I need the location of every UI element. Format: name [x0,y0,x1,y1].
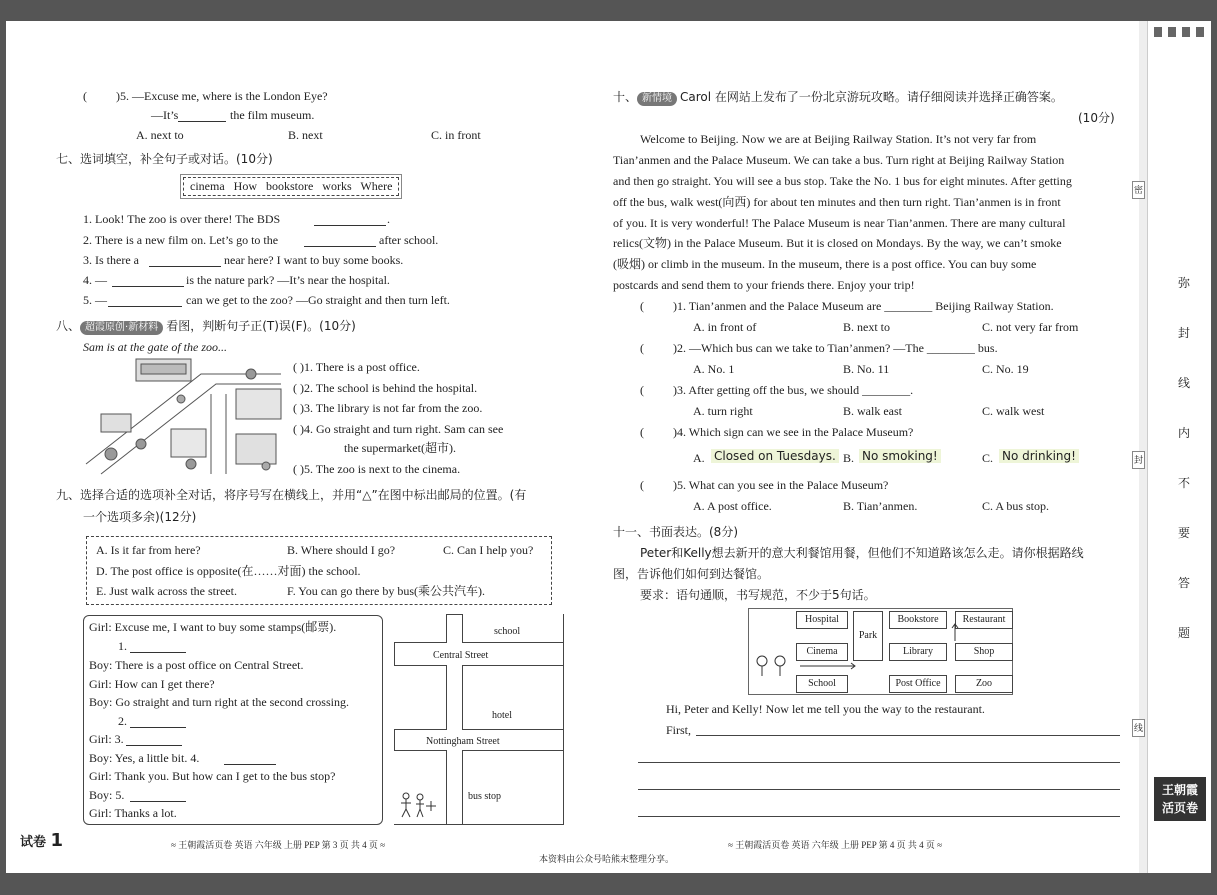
r-q1: )1. Tian’anmen and the Palace Museum are ________ Beijing Railway Station. [673,299,1054,313]
s7-item1-a: 1. Look! The zoo is over there! The BDS [83,212,281,226]
s7-item5-b: can we get to the zoo? —Go straight and then turn left. [186,293,450,307]
r-q2-b[interactable]: B. No. 11 [843,362,890,376]
s7-item5-blank[interactable] [108,292,182,307]
r-q2-c[interactable]: C. No. 19 [982,362,1029,376]
section8-intro: Sam is at the gate of the zoo... [83,340,227,354]
passage-line3: and then go straight. You will see a bus stop. Take the No. 1 bus for eight minutes. After getting [613,174,1072,188]
q5-line2a: —It’s [151,108,179,122]
q5-line2b: the film museum. [230,108,315,122]
map-block [394,614,447,643]
s9-option-b: B. Where should I go? [287,543,396,557]
writing-line[interactable] [638,762,1120,763]
s7-item4-b: is the nature park? —It’s near the hospital. [186,273,390,287]
dialog-blank1[interactable] [130,638,186,653]
writing-line[interactable] [696,735,1120,736]
map-block [394,665,447,730]
map-library: Library [889,643,947,661]
writing-line[interactable] [638,789,1120,790]
q5-option-b[interactable]: B. next [288,128,323,142]
dialog-blank4[interactable] [224,750,276,765]
s9-option-d: D. The post office is opposite(在……对面) the school. [96,564,361,578]
section8-badge: 超霞原创·新材料 [80,321,163,335]
paper-label: 试卷 1 [20,830,64,851]
seal-mark-1: 密 [1132,181,1145,199]
writing-first: First, [666,723,692,737]
binding-strip [1139,21,1148,873]
dialog-line10: Girl: Thanks a lot. [89,806,177,820]
map-shop: Shop [955,643,1013,661]
passage-line5: of you. It is very wonderful! The Palace Museum is near Tian’anmen. There are many cultural [613,216,1066,230]
map-nottingham-street: Nottingham Street [426,736,500,747]
passage-line2: Tian’anmen and the Palace Museum. We can take a bus. Turn right at Beijing Railway Station [613,153,1065,167]
side-char: 弥 [1178,276,1191,290]
map-post-office: Post Office [889,675,947,693]
dialog-line6: Girl: 3. [89,732,124,746]
dialog-line9: Boy: 5. [89,788,125,802]
s7-item5-a: 5. — [83,293,107,307]
exam-page: ( )5. —Excuse me, where is the London Eye? —It’s the film museum. A. next to B. next C. in front 七、选词填空，补全句子或对话。(10分) cinema How bookstore works Where 1. Look! The zoo is over there! The BDS . 2. There is a new film on. Let’s go to the after school. 3. Is there a near here? I want to buy some books. 4. — is the nature park? —It’s near the hospital. 5. — can we get to the zoo? —Go straight and then turn left. 八、 超霞原创·新材料 看图，判断句子正(T)误(F)。(10分) Sam is at the gate of the zoo... ( )1. There is a post office. ( )2. The school is behind the hospital. ( )3. The library is not far from the zoo. ( )4. Go straight and turn right. Sam can see the supermarket(超市). ( )5. The zoo is next to the cinema. 九、选择合适的选项补全对话，将序号写在横线上，并用“△”在图中标出邮局的位置。(有 一个选项多余)(12分) A. Is it far from here? B. Where should I go? C. Can I help you? D. The post office is opposite(在……对面) the school. E. Just walk across the street. F. You can go there by bus(乘公共汽车). Girl: Excuse me, I want to buy some stamps(邮票). 1. Boy: There is a post office on Central Street. Girl: How can I get there? Boy: Go straight and turn right at the second crossing. 2. Girl: 3. Boy: Yes, a little bit. 4. Girl: Thank you. But how can I get to the bus stop? Boy: 5. Girl: Thanks a lot. school Central Street hotel Nottingham Street bus stop 试卷 1 ≈ 王朝霞活页卷 英语 六年级 上册 PEP 第 3 页 共 4 页 ≈ 十、 新情境 Carol 在网站上发布了一份北京游玩攻略。请仔细阅读并选择正确答案。 (10分) Welcome to Beijing. Now we are at Beijing Railway Station. It’s not very far from Tian’anmen and the Palace Museum. We can take a bus. Turn right at Beijing Railway Station and then go straight. You will see a bus stop. Take the No. 1 bus for eight minutes. After getting off the bus, walk west(向西) for about ten minutes and then turn right. Tian’anmen is in front of you. It is very wonderful! The Palace Museum is near Tian’anmen. There are many cultural relics(文物) in the Palace Museum. But it is closed on Mondays. By the way, we can’t smoke (吸烟) or climb in the museum. In the museum, there is a post office. You can buy some postcards and send them to your friends there. Enjoy your trip! ( )1. Tian’anmen and the Palace Museum are ________ Beijing Railway Station. A. in front of B. next to C. not very far from ( )2. —Which bus can we take to Tian’anmen? —The ________ bus. A. No. 1 B. No. 11 C. No. 19 ( )3. After getting off the bus, we should ________. A. turn right B. walk east C. walk west ( )4. Which sign can we see in the Palace Museum? A. Closed on Tuesdays. B. No smoking! C. No drinking! ( )5. What can you see in the Palace Museum? A. A post office. B. Tian’anmen. C. A bus stop. 十一、书面表达。(8分) Peter和Kelly想去新开的意大利餐馆用餐，但他们不知道路该怎么走。请你根据路线 图，告诉他们如何到达餐馆。 要求：语句通顺，书写规范，不少于5句话。 Hospital Cinema School Park Bookstore Restaurant Library Shop Post Office Zoo Hi, Peter and Kelly! Now let me tell you the way to the restaurant. First, ≈ 王朝霞活页卷 英语 六年级 上册 PEP 第 4 页 共 4 页 ≈ 本资料由公众号哈熊末整理分享。 弥 封 线 内 不 要 答 题 密 封 线 王朝霞 活页卷 [6,21,1211,873]
dialog-blank2[interactable] [130,713,186,728]
section11-p2: 图，告诉他们如何到达餐馆。 [613,567,770,581]
dialog-blank1-label: 1. [118,639,127,653]
sign-no-drinking[interactable]: No drinking! [999,449,1079,463]
s7-item2-a: 2. There is a new film on. Let’s go to the [83,233,279,247]
section11-p1: Peter和Kelly想去新开的意大利餐馆用餐，但他们不知道路该怎么走。请你根据路线 [640,546,1084,560]
s8-item1: ( )1. There is a post office. [293,360,420,374]
r-q3: )3. After getting off the bus, we should ________. [673,383,914,397]
map-busstop-label: bus stop [468,791,502,802]
section10-badge: 新情境 [637,92,677,106]
r-q4: )4. Which sign can we see in the Palace Museum? [673,425,914,439]
map-school-label: school [494,626,521,637]
r-q1-c[interactable]: C. not very far from [982,320,1079,334]
r-q3-b[interactable]: B. walk east [843,404,902,418]
word-box: cinema How bookstore works Where [183,177,399,196]
dialog-blank5[interactable] [130,787,186,802]
s7-item3-a: 3. Is there a [83,253,139,267]
r-q5-b[interactable]: B. Tian’anmen. [843,499,918,513]
dialog-line8: Girl: Thank you. But how can I get to the bus stop? [89,769,336,783]
map-school: School [796,675,848,693]
r-q2: )2. —Which bus can we take to Tian’anmen? —The ________ bus. [673,341,998,355]
s7-item1-b: . [387,212,390,226]
dialog-line7: Boy: Yes, a little bit. 4. [89,751,200,765]
q5-blank[interactable] [178,107,226,122]
section9-title-line2: 一个选项多余)(12分) [83,510,197,524]
s9-option-f: F. You can go there by bus(乘公共汽车). [287,584,486,598]
seal-mark-2: 封 [1132,451,1145,469]
dialog-line1: Girl: Excuse me, I want to buy some stamps(邮票). [89,620,337,634]
route-arrows [750,621,960,681]
map-bookstore: Bookstore [889,611,947,629]
side-char: 题 [1178,626,1191,640]
town-illustration [81,354,286,479]
s7-item4-a: 4. — [83,273,107,287]
s7-item1-blank[interactable] [314,211,386,226]
r-q1-b[interactable]: B. next to [843,320,890,334]
side-char: 要 [1178,526,1191,540]
q5-option-a[interactable]: A. next to [136,128,184,142]
sign-closed-tuesdays[interactable]: Closed on Tuesdays. [711,449,839,463]
left-footer: ≈ 王朝霞活页卷 英语 六年级 上册 PEP 第 3 页 共 4 页 ≈ [171,840,386,850]
s7-item4-blank[interactable] [112,272,184,287]
dialog-bubble [83,615,383,825]
s7-item2-b: after school. [379,233,439,247]
section8-num: 八、 [56,319,81,333]
passage-line8: postcards and send them to your friends there. Enjoy your trip! [613,278,915,292]
top-marks [1154,27,1206,37]
dialog-line3: Girl: How can I get there? [89,677,215,691]
r-q2-a[interactable]: A. No. 1 [693,362,735,376]
map-cinema: Cinema [796,643,848,661]
r-q3-c[interactable]: C. walk west [982,404,1045,418]
passage-line1: Welcome to Beijing. Now we are at Beijing Railway Station. It’s not very far from [640,132,1037,146]
section9-title-line1: 九、选择合适的选项补全对话，将序号写在横线上，并用“△”在图中标出邮局的位置。(有 [56,488,527,502]
s8-item4: ( )4. Go straight and turn right. Sam can see [293,422,504,436]
share-note: 本资料由公众号哈熊末整理分享。 [539,854,675,864]
dialog-blank2-label: 2. [118,714,127,728]
r-q5-a[interactable]: A. A post office. [693,499,772,513]
s7-item3-b: near here? I want to buy some books. [224,253,404,267]
map-hotel-label: hotel [492,710,512,721]
seal-mark-3: 线 [1132,719,1145,737]
side-char: 答 [1178,576,1191,590]
section10-score: (10分) [1078,111,1115,125]
s9-option-e: E. Just walk across the street. [96,584,237,598]
map-block-busstop [462,750,563,824]
passage-line6: relics(文物) in the Palace Museum. But it is closed on Mondays. By the way, we can’t smoke [613,236,1062,250]
dialog-blank3[interactable] [126,731,182,746]
r-q1-a[interactable]: A. in front of [693,320,757,334]
people-figures [398,791,438,819]
s9-option-c: C. Can I help you? [443,543,534,557]
s8-item5: ( )5. The zoo is next to the cinema. [293,462,461,476]
s9-option-a: A. Is it far from here? [96,543,201,557]
s7-item2-blank[interactable] [304,232,376,247]
writing-line[interactable] [638,816,1120,817]
map-park: Park [853,611,883,661]
s8-item4-cont: the supermarket(超市). [344,441,456,455]
r-q5-c[interactable]: C. A bus stop. [982,499,1050,513]
r-q5: )5. What can you see in the Palace Museum? [673,478,889,492]
side-char: 不 [1178,476,1191,490]
s8-item2: ( )2. The school is behind the hospital. [293,381,478,395]
section8-text: 看图，判断句子正(T)误(F)。(10分) [166,319,356,333]
map-central-street: Central Street [433,650,489,661]
section10-title: 十、 新情境 Carol 在网站上发布了一份北京游玩攻略。请仔细阅读并选择正确答案。 [613,90,1063,104]
side-char: 内 [1178,426,1191,440]
r-q3-a[interactable]: A. turn right [693,404,753,418]
passage-line7: (吸烟) or climb in the museum. In the museum, there is a post office. You can buy some [613,257,1037,271]
s7-item3-blank[interactable] [149,252,221,267]
side-char: 线 [1178,376,1191,390]
right-footer: ≈ 王朝霞活页卷 英语 六年级 上册 PEP 第 4 页 共 4 页 ≈ [728,840,943,850]
map-zoo: Zoo [955,675,1013,693]
dialog-line4: Boy: Go straight and turn right at the second crossing. [89,695,349,709]
sign-no-smoking[interactable]: No smoking! [859,449,941,463]
map-hospital: Hospital [796,611,848,629]
map-restaurant: Restaurant [955,611,1013,629]
q5-question: )5. —Excuse me, where is the London Eye? [116,89,328,103]
section11-req: 要求：语句通顺，书写规范，不少于5句话。 [640,588,876,602]
section11-title: 十一、书面表达。(8分) [613,525,738,539]
section7-title: 七、选词填空，补全句子或对话。(10分) [56,152,273,166]
passage-line4: off the bus, walk west(向西) for about ten minutes and then turn right. Tian’anmen is in front [613,195,1061,209]
writing-start: Hi, Peter and Kelly! Now let me tell you the way to the restaurant. [666,702,985,716]
side-char: 封 [1178,326,1191,340]
q5-paren: ( [83,89,87,103]
s8-item3: ( )3. The library is not far from the zoo. [293,401,483,415]
map-block-hotel [462,665,563,730]
section8-title [56,318,356,335]
brand-logo: 王朝霞 活页卷 [1154,777,1206,821]
dialog-line2: Boy: There is a post office on Central Street. [89,658,304,672]
q5-option-c[interactable]: C. in front [431,128,481,142]
